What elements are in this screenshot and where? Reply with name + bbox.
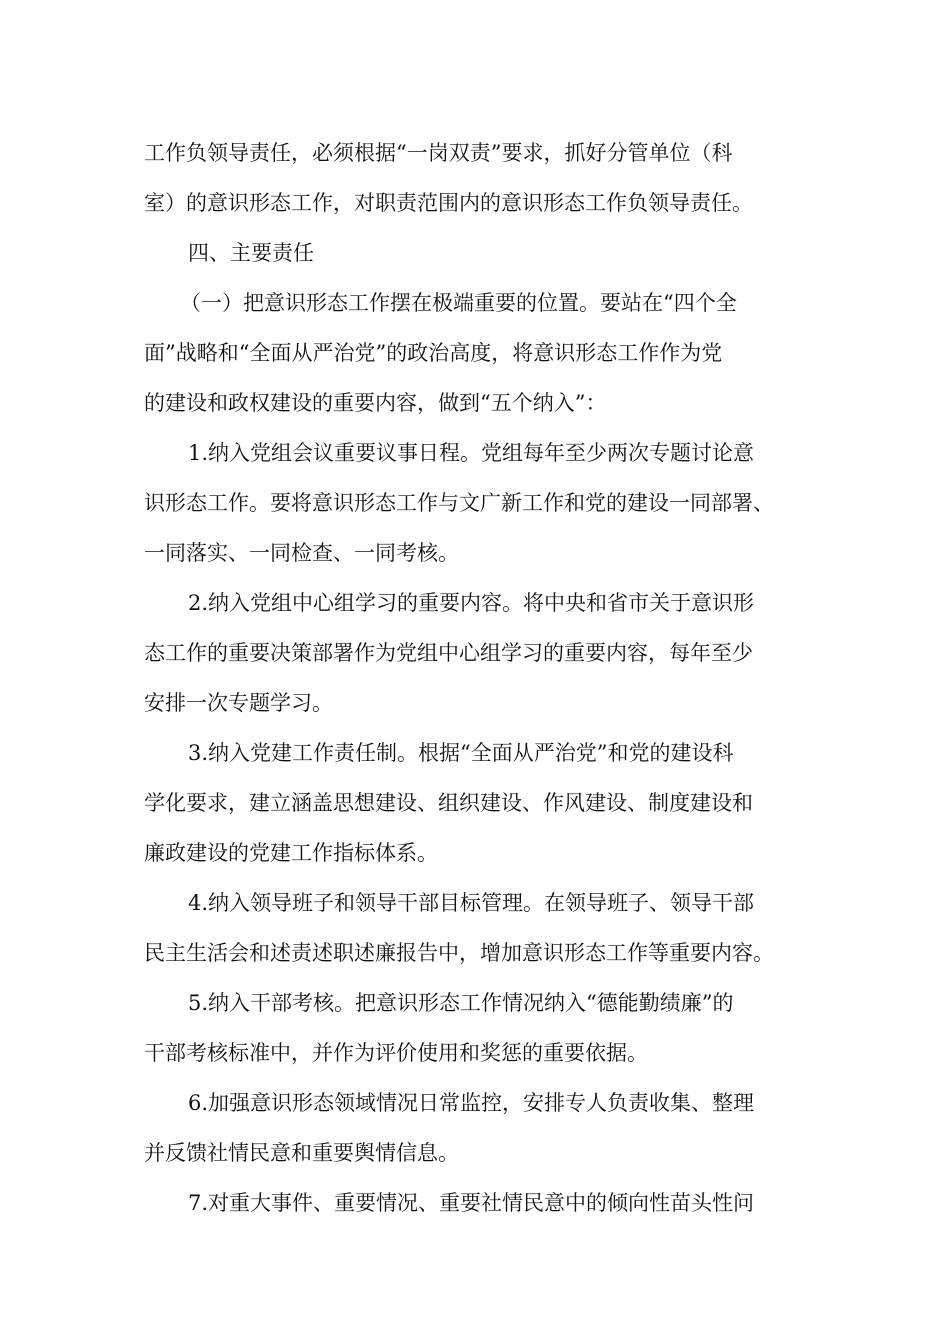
- list-item-line: 安排一次专题学习。: [144, 691, 333, 715]
- list-item-line: 一同落实、一同检查、一同考核。: [144, 541, 459, 565]
- list-item-line: 3.纳入党建工作责任制。根据“全面从严治党”和党的建设科: [188, 741, 734, 765]
- list-item-line: 民主生活会和述责述职述廉报告中，增加意识形态工作等重要内容。: [144, 941, 774, 965]
- list-item-line: 7.对重大事件、重要情况、重要社情民意中的倾向性苗头性问: [188, 1191, 755, 1215]
- paragraph-line: 工作负领导责任，必须根据“一岗双责”要求，抓好分管单位（科: [144, 141, 733, 165]
- list-item-line: 态工作的重要决策部署作为党组中心组学习的重要内容，每年至少: [144, 641, 753, 665]
- document-body: [144, 128, 824, 1228]
- list-item-line: 并反馈社情民意和重要舆情信息。: [144, 1141, 459, 1165]
- list-item-line: 识形态工作。要将意识形态工作与文广新工作和党的建设一同部署、: [144, 491, 774, 515]
- section-heading: 四、主要责任: [188, 241, 314, 265]
- list-item-line: 4.纳入领导班子和领导干部目标管理。在领导班子、领导干部: [188, 891, 755, 915]
- paragraph-line: 室）的意识形态工作，对职责范围内的意识形态工作负领导责任。: [144, 191, 753, 215]
- list-item-line: 学化要求，建立涵盖思想建设、组织建设、作风建设、制度建设和: [144, 791, 753, 815]
- list-item-line: 干部考核标准中，并作为评价使用和奖惩的重要依据。: [144, 1041, 648, 1065]
- paragraph-line: （一）把意识形态工作摆在极端重要的位置。要站在“四个全: [180, 291, 737, 315]
- list-item-line: 6.加强意识形态领域情况日常监控，安排专人负责收集、整理: [188, 1091, 755, 1115]
- list-item-line: 5.纳入干部考核。把意识形态工作情况纳入“德能勤绩廉”的: [188, 991, 734, 1015]
- list-item-line: 1.纳入党组会议重要议事日程。党组每年至少两次专题讨论意: [188, 441, 755, 465]
- list-item-line: 廉政建设的党建工作指标体系。: [144, 841, 438, 865]
- list-item-line: 2.纳入党组中心组学习的重要内容。将中央和省市关于意识形: [188, 591, 755, 615]
- paragraph-line: 面”战略和“全面从严治党”的政治高度，将意识形态工作作为党: [144, 341, 723, 365]
- paragraph-line: 的建设和政权建设的重要内容，做到“五个纳入”：: [144, 391, 607, 415]
